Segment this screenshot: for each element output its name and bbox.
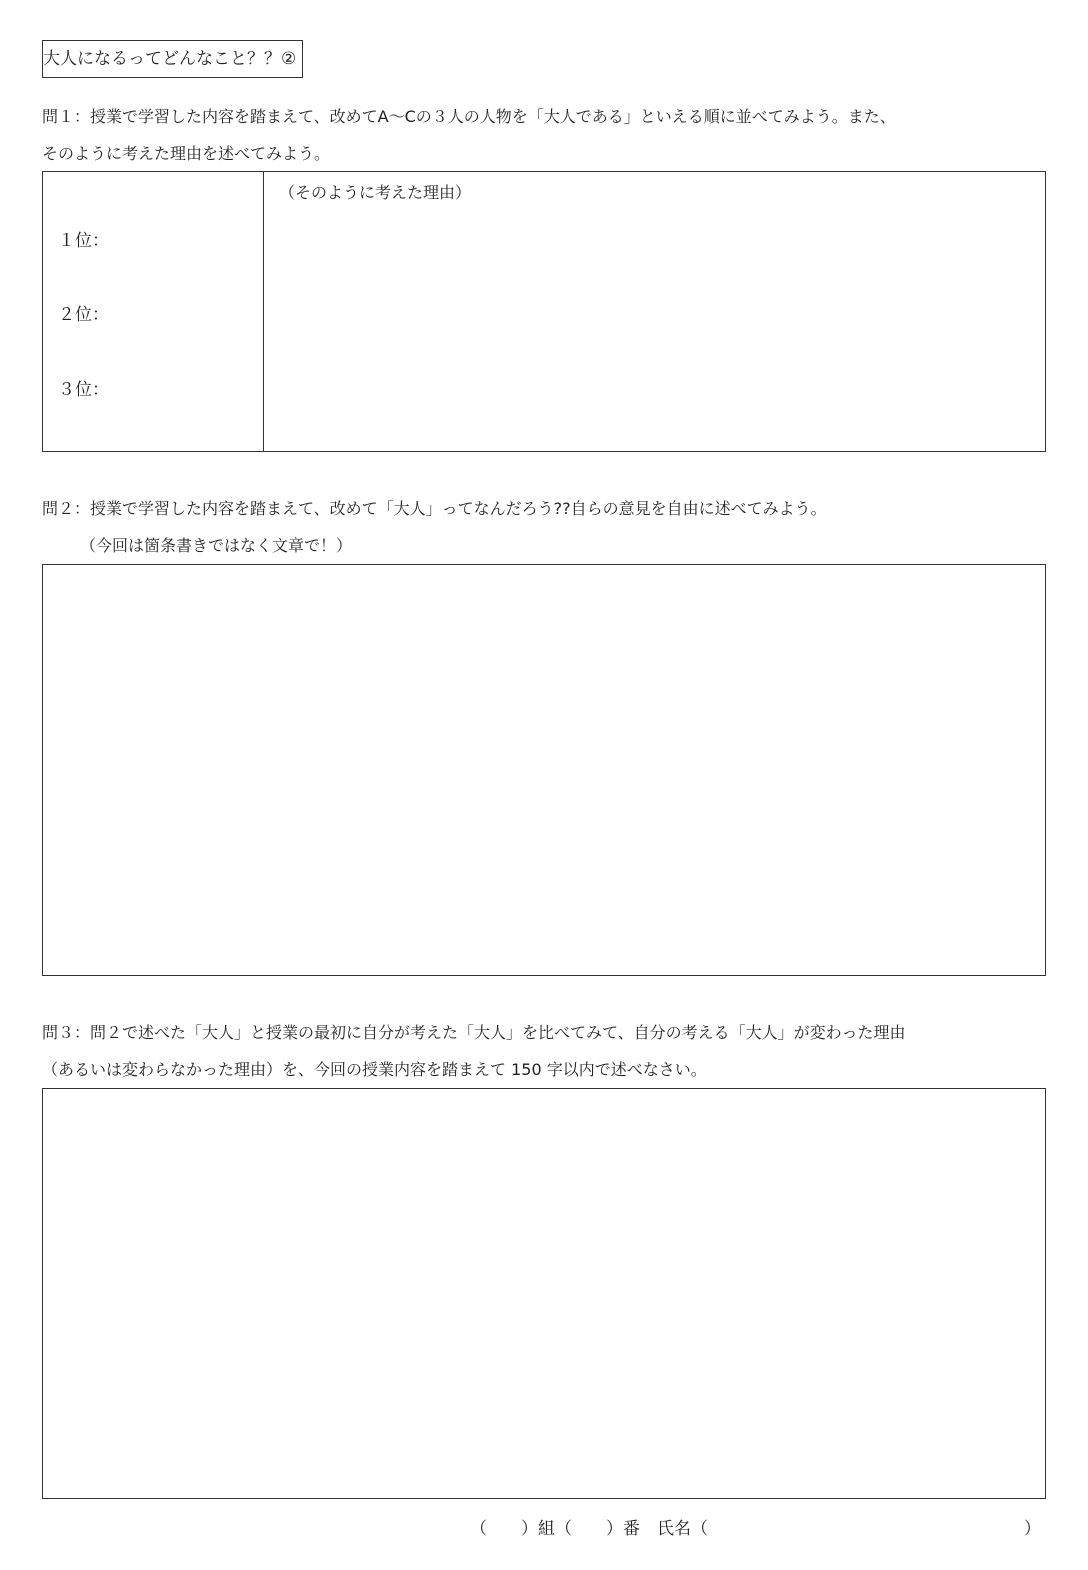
student-info-label: （ ）組（ ）番 氏名（ — [470, 1519, 708, 1539]
rank-3-label: ３位： — [58, 380, 109, 400]
question-1-line-1: 問１：授業で学習した内容を踏まえて、改めてA～Cの３人の人物を「大人である」といえる順に並べてみよう。また、 — [42, 107, 896, 126]
reason-input-area[interactable] — [264, 204, 1045, 451]
question-3-answer-box[interactable] — [42, 1088, 1046, 1499]
worksheet-title: 大人になるってどんなこと？？② — [42, 40, 303, 78]
question-3-line-1: 問３：問２で述べた「大人」と授業の最初に自分が考えた「大人」を比べてみて、自分の考える「大人」が変わった理由 — [42, 1023, 906, 1042]
question-1-answer-table — [42, 171, 1046, 452]
reason-heading: （そのように考えた理由） — [279, 183, 472, 202]
ranking-input-area[interactable] — [43, 172, 263, 451]
question-2-answer-box[interactable] — [42, 564, 1046, 976]
rank-1-label: １位： — [58, 231, 109, 251]
question-1-line-2: そのように考えた理由を述べてみよう。 — [42, 144, 331, 163]
student-info-close: ） — [1024, 1519, 1041, 1539]
question-2-line-1: 問２：授業で学習した内容を踏まえて、改めて「大人」ってなんだろう??自らの意見を自由に述べてみよう。 — [42, 499, 827, 518]
question-3-line-2: （あるいは変わらなかった理由）を、今回の授業内容を踏まえて 150 字以内で述べなさい。 — [42, 1060, 707, 1079]
rank-2-label: ２位： — [58, 305, 109, 325]
question-2-line-2: （今回は箇条書きではなく文章で！） — [80, 536, 353, 555]
